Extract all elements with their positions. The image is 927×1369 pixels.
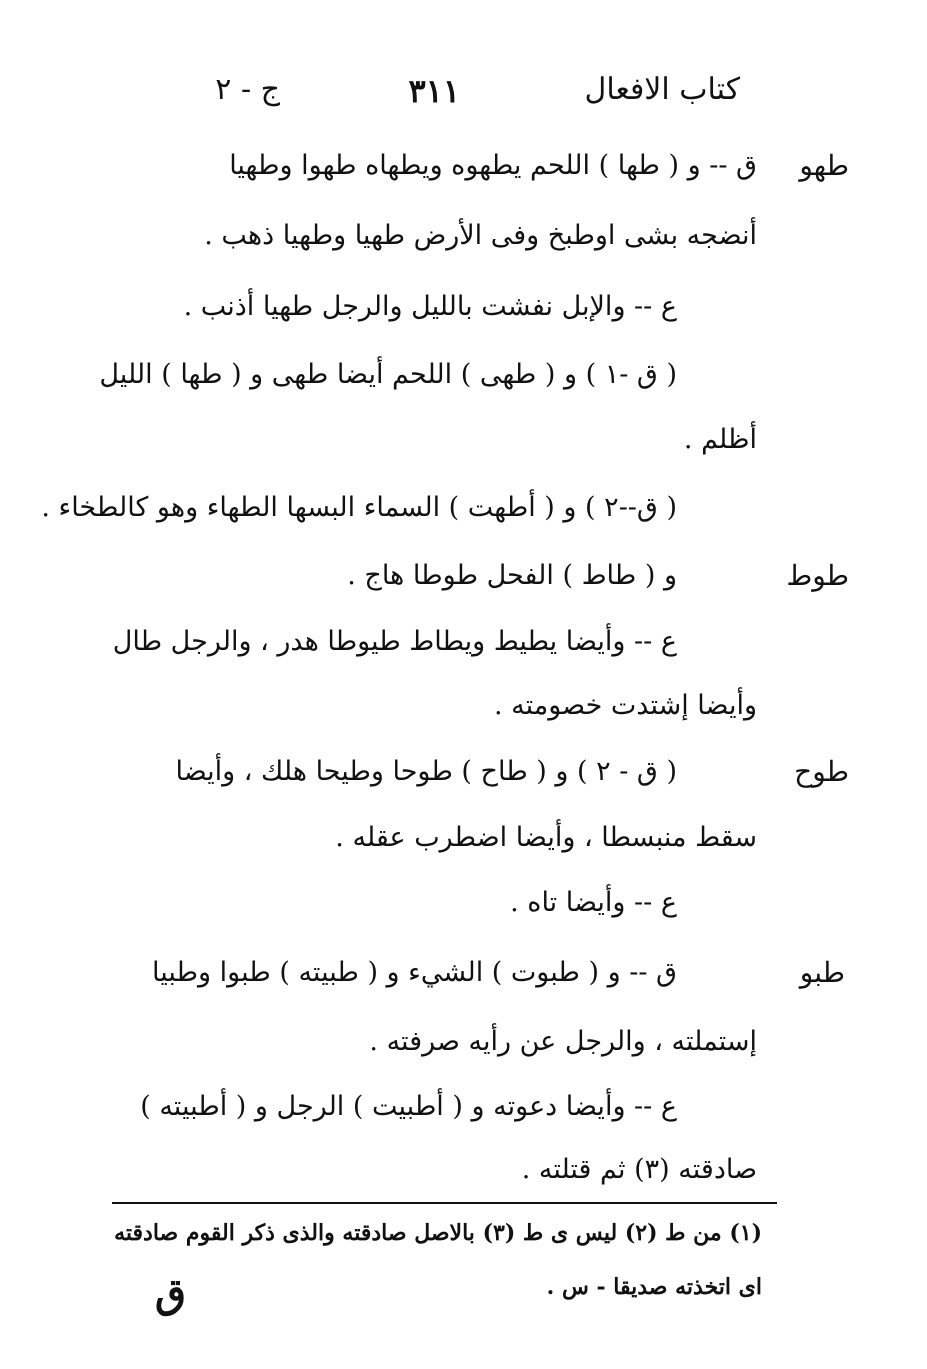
- signature-mark: ج - ٢: [215, 72, 280, 107]
- entry-line: ق -- و ( طبوت ) الشيء و ( طبيته ) طبوا وطبيا: [152, 957, 677, 988]
- root-word-taha: طهو: [799, 149, 849, 182]
- entry-line: ع -- والإبل نفشت بالليل والرجل طهيا أذنب .: [183, 291, 677, 322]
- entry-line: ( ق - ٢ ) و ( طاح ) طوحا وطيحا هلك ، وأيضا: [175, 756, 677, 787]
- entry-line: صادقته (٣) ثم قتلته .: [521, 1154, 757, 1185]
- root-word-tawt: طوط: [786, 559, 849, 592]
- root-word-tabw: طبو: [799, 956, 845, 989]
- entry-line: أظلم .: [683, 424, 757, 455]
- entry-line: ع -- وأيضا يطيط ويطاط طيوطا هدر ، والرجل طال: [112, 626, 677, 657]
- footnote-line: اى اتخذته صديقا - س .: [546, 1274, 762, 1300]
- root-word-tawh: طوح: [794, 755, 849, 788]
- catchword: ق: [155, 1270, 187, 1317]
- page-header: [140, 72, 740, 122]
- entry-line: و ( طاط ) الفحل طوطا هاج .: [347, 560, 677, 591]
- entry-line: ع -- وأيضا دعوته و ( أطبيت ) الرجل و ( أطبيته ): [140, 1091, 677, 1122]
- footnote-separator: [112, 1202, 777, 1204]
- entry-line: ( ق--٢ ) و ( أطهت ) السماء البسها الطهاء وهو كالطخاء .: [41, 492, 677, 523]
- entry-line: ع -- وأيضا تاه .: [510, 887, 677, 918]
- entry-line: سقط منبسطا ، وأيضا اضطرب عقله .: [335, 822, 757, 853]
- page-number: ٣١١: [408, 72, 460, 110]
- entry-line: ( ق -١ ) و ( طهى ) اللحم أيضا طهى و ( طها ) الليل: [99, 359, 677, 390]
- entry-line: وأيضا إشتدت خصومته .: [493, 690, 757, 721]
- footnote-line: (١) من ط (٢) ليس ى ط (٣) بالاصل صادقته والذى ذكر القوم صادقته: [114, 1220, 762, 1246]
- entry-line: ق -- و ( طها ) اللحم يطهوه ويطهاه طهوا وطهيا: [229, 150, 757, 181]
- running-title: كتاب الافعال: [584, 72, 740, 107]
- entry-line: إستملته ، والرجل عن رأيه صرفته .: [369, 1026, 757, 1057]
- entry-line: أنضجه بشى اوطبخ وفى الأرض طهيا وطهيا ذهب .: [204, 220, 757, 251]
